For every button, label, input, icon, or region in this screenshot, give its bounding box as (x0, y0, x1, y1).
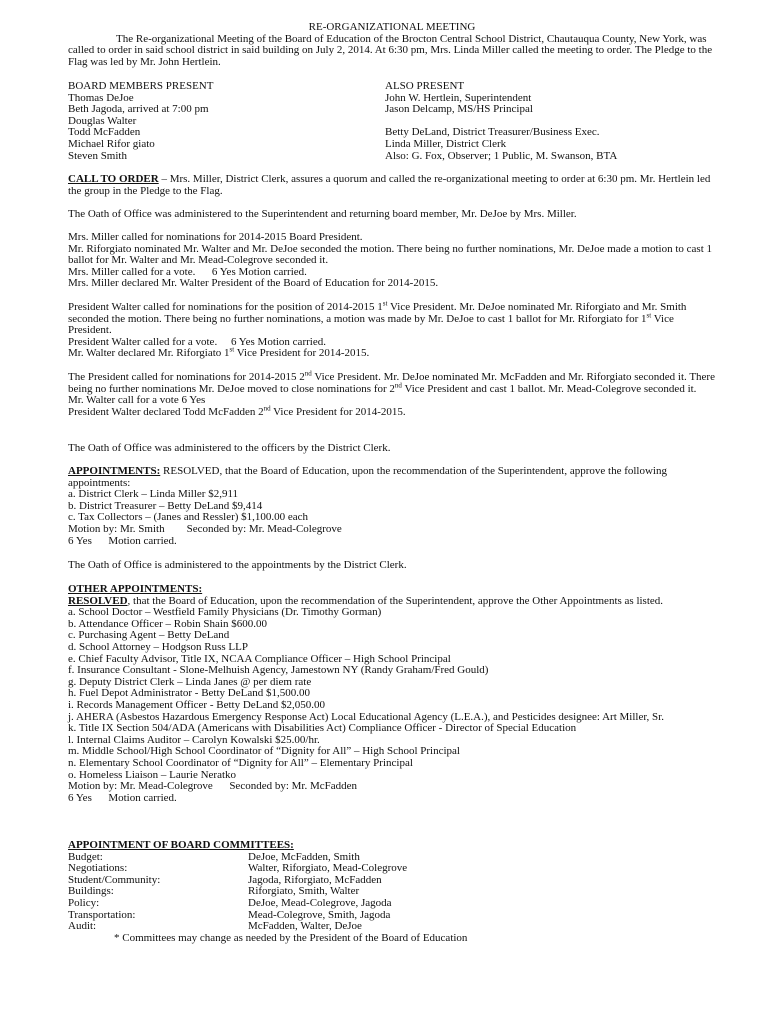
committee-name: Audit: (68, 920, 97, 933)
oath-paragraph-1: The Oath of Office was administered to the Superintendent and returning board member, Mr. DeJoe by Mrs. Miller. (68, 208, 577, 220)
member-name: Douglas Walter (68, 114, 137, 127)
call-to-order-paragraph: CALL TO ORDER – Mrs. Miller, District Clerk, assures a quorum and called the re-organizational meeting to order at 6:30 pm. Mr. Hertlein led the group in the Pledge to the Flag. (68, 173, 711, 197)
appointments-section: APPOINTMENTS: RESOLVED, that the Board of Education, upon the recommendation of the Superintendent, approve the following appointments: a. District Clerk – Linda Miller $2,911 b. District Treasurer – Betty DeLand $9,414 c. Tax Collectors – (Janes and Ressler) $1,100.00 each Motion by: Mr. Smith Seconded by: Mr. Mead-Colegrove 6 Yes Motion carried. (68, 466, 716, 547)
list-item: b. District Treasurer – Betty DeLand $9,414 (68, 499, 263, 512)
motion-line: Motion by: Mr. Smith Seconded by: Mr. Mead-Colegrove (68, 522, 342, 535)
committee-name: Student/Community: (68, 873, 161, 886)
list-item: a. School Doctor – Westfield Family Physicians (Dr. Timothy Gorman) (68, 606, 382, 619)
committee-name: Policy: (68, 896, 100, 909)
list-item: o. Homeless Liaison – Laurie Neratko (68, 768, 237, 781)
call-to-order-label: CALL TO ORDER (68, 173, 159, 185)
list-item: j. AHERA (Asbestos Hazardous Emergency Response Act) Local Educational Agency (L.E.A.), and Pesticides designee: Art Miller, Sr. (68, 710, 664, 723)
oath-paragraph-3: The Oath of Office is administered to the appointments by the District Clerk. (68, 559, 407, 571)
committee-members: Riforgiato, Smith, Walter (248, 885, 360, 898)
committee-members: McFadden, Walter, DeJoe (248, 920, 362, 933)
attendee-name: John W. Hertlein, Superintendent (385, 91, 532, 104)
member-name: Michael Rifor giato (68, 137, 155, 150)
also-present-heading: ALSO PRESENT (385, 80, 465, 92)
list-item: f. Insurance Consultant - Slone-Melhuish Agency, Jamestown NY (Randy Graham/Fred Gould) (68, 664, 489, 677)
attendee-name: Jason Delcamp, MS/HS Principal (385, 103, 533, 116)
other-appointments-section: OTHER APPOINTMENTS: RESOLVED, that the Board of Education, upon the recommendation of the Superintendent, approve the Other Appointments as listed. a. School Doctor – Westfield Family Physicians (Dr. Timothy Gorman) b. Attendance Officer – Robin Shain $600.00 c. Purchasing Agent – Betty DeLand d. School Attorney – Hodgson Russ LLP e. Chief Faculty Advisor, Title IX, NCAA Compliance Officer – High School Principal f. Insurance Consultant - Slone-Melhuish Agency, Jamestown NY (Randy Graham/Fred Gould) g. Deputy District Clerk – Linda Janes @ per diem rate h. Fuel Depot Administrator - Betty DeLand $1,500.00 i. Records Management Officer - Betty DeLand $2,050.00 j. AHERA (Asbestos Hazardous Emergency Response Act) Local Educational Agency (L.E.A.), and Pesticides designee: Art Miller, Sr. k. Title IX Section 504/ADA (Americans with Disabilities Act) Compliance Officer - Director of Special Education l. Internal Claims Auditor – Carolyn Kowalski $25.00/hr. m. Middle School/High School Coordinator of “Dignity for All” – High School Principal n. Elementary School Coordinator of “Dignity for All” – Elementary Principal o. Homeless Liaison – Laurie Neratko Motion by: Mr. Mead-Colegrove Seconded by: Mr. McFadden 6 Yes Motion carried. (68, 584, 716, 804)
member-name: Steven Smith (68, 149, 127, 162)
committees-label: APPOINTMENT OF BOARD COMMITTEES: (68, 839, 294, 851)
committee-name: Negotiations: (68, 862, 128, 875)
committee-members: Jagoda, Riforgiato, McFadden (248, 873, 382, 886)
committees-note: * Committees may change as needed by the President of the Board of Education (114, 931, 468, 944)
list-item: e. Chief Faculty Advisor, Title IX, NCAA Compliance Officer – High School Principal (68, 652, 451, 665)
committee-name: Budget: (68, 850, 103, 863)
oath-paragraph-2: The Oath of Office was administered to the officers by the District Clerk. (68, 442, 391, 454)
member-name: Thomas DeJoe (68, 91, 134, 104)
list-item: n. Elementary School Coordinator of “Dignity for All” – Elementary Principal (68, 756, 413, 769)
attendee-name: Linda Miller, District Clerk (385, 137, 507, 150)
resolved-label: RESOLVED (68, 594, 128, 607)
committee-members: Walter, Riforgiato, Mead-Colegrove (248, 862, 408, 875)
list-item: m. Middle School/High School Coordinator of “Dignity for All” – High School Principal (68, 745, 460, 758)
vote-line: 6 Yes Motion carried. (68, 534, 177, 547)
committees-section (68, 840, 716, 944)
committee-name: Transportation: (68, 908, 136, 921)
board-members-heading: BOARD MEMBERS PRESENT (68, 80, 214, 92)
list-item: i. Records Management Officer - Betty DeLand $2,050.00 (68, 698, 326, 711)
vote-line: 6 Yes Motion carried. (68, 791, 177, 804)
committee-row (68, 898, 716, 910)
list-item: l. Internal Claims Auditor – Carolyn Kowalski $25.00/hr. (68, 733, 320, 746)
committee-members: Mead-Colegrove, Smith, Jagoda (248, 908, 391, 921)
intro-paragraph: The Re-organizational Meeting of the Board of Education of the Brocton Central School District, Chautauqua County, New York, was called to order in said school district in said building on July 2, 2014. At 6:30 pm, Mrs. Linda Miller called the meeting to order. The Pledge to the Flag was led by Mr. John Hertlein. (68, 32, 713, 68)
member-name: Beth Jagoda, arrived at 7:00 pm (68, 103, 209, 116)
attendee-name: Betty DeLand, District Treasurer/Business Exec. (385, 126, 600, 139)
list-item: h. Fuel Depot Administrator - Betty DeLand $1,500.00 (68, 687, 310, 700)
meeting-header (68, 22, 716, 68)
list-item: d. School Attorney – Hodgson Russ LLP (68, 640, 248, 653)
president-election-section: Mrs. Miller called for nominations for 2014-2015 Board President. Mr. Riforgiato nominated Mr. Walter and Mr. DeJoe seconded the motion. There being no further nominations, Mr. DeJoe made a motion to cast 1 ballot for Mr. Walter and Mr. Mead-Colegrove seconded it. Mrs. Miller called for a vote. 6 Yes Motion carried. Mrs. Miller declared Mr. Walter President of the Board of Education for 2014-2015. (68, 231, 713, 290)
list-item: g. Deputy District Clerk – Linda Janes @ per diem rate (68, 675, 312, 688)
committee-members: DeJoe, Mead-Colegrove, Jagoda (248, 896, 392, 909)
also-present-list (385, 81, 617, 162)
committee-row (68, 886, 716, 898)
committee-name: Buildings: (68, 885, 114, 898)
board-members-list (68, 81, 213, 162)
first-vp-election-section: President Walter called for nominations for the position of 2014-2015 1st Vice President. Mr. DeJoe nominated Mr. Riforgiato and Mr. Smith seconded the motion. There being no further nominations, a motion was made by Mr. DeJoe to cast 1 ballot for Mr. Riforgiato for 1st Vice President. President Walter called for a vote. 6 Yes Motion carried. Mr. Walter declared Mr. Riforgiato 1st Vice President for 2014-2015. (68, 299, 687, 360)
committee-row (68, 863, 716, 875)
list-item: c. Tax Collectors – (Janes and Ressler) $1,100.00 each (68, 511, 309, 524)
second-vp-election-section: The President called for nominations for 2014-2015 2nd Vice President. Mr. DeJoe nominated Mr. McFadden and Mr. Riforgiato seconded it. There being no further nominations Mr. DeJoe moved to close nominations for 2nd Vice President and cast 1 ballot. Mr. Mead-Colegrove seconded it. Mr. Walter call for a vote 6 Yes President Walter declared Todd McFadden 2nd Vice President for 2014-2015. (68, 369, 715, 418)
appointments-label: APPOINTMENTS: (68, 465, 161, 477)
other-appointments-label: OTHER APPOINTMENTS: (68, 583, 203, 595)
document-title: RE-ORGANIZATIONAL MEETING (308, 21, 476, 33)
member-name: Todd McFadden (68, 126, 141, 139)
committee-row (68, 875, 716, 887)
committee-members: DeJoe, McFadden, Smith (248, 850, 360, 863)
list-item: b. Attendance Officer – Robin Shain $600.00 (68, 617, 267, 630)
attendee-name: Also: G. Fox, Observer; 1 Public, M. Swanson, BTA (385, 149, 618, 162)
committee-row (68, 921, 716, 933)
list-item: a. District Clerk – Linda Miller $2,911 (68, 488, 239, 501)
committee-row (68, 910, 716, 922)
motion-line: Motion by: Mr. Mead-Colegrove Seconded by: Mr. McFadden (68, 780, 358, 793)
list-item: c. Purchasing Agent – Betty DeLand (68, 629, 230, 642)
list-item: k. Title IX Section 504/ADA (Americans with Disabilities Act) Compliance Officer - Director of Special Education (68, 722, 577, 735)
